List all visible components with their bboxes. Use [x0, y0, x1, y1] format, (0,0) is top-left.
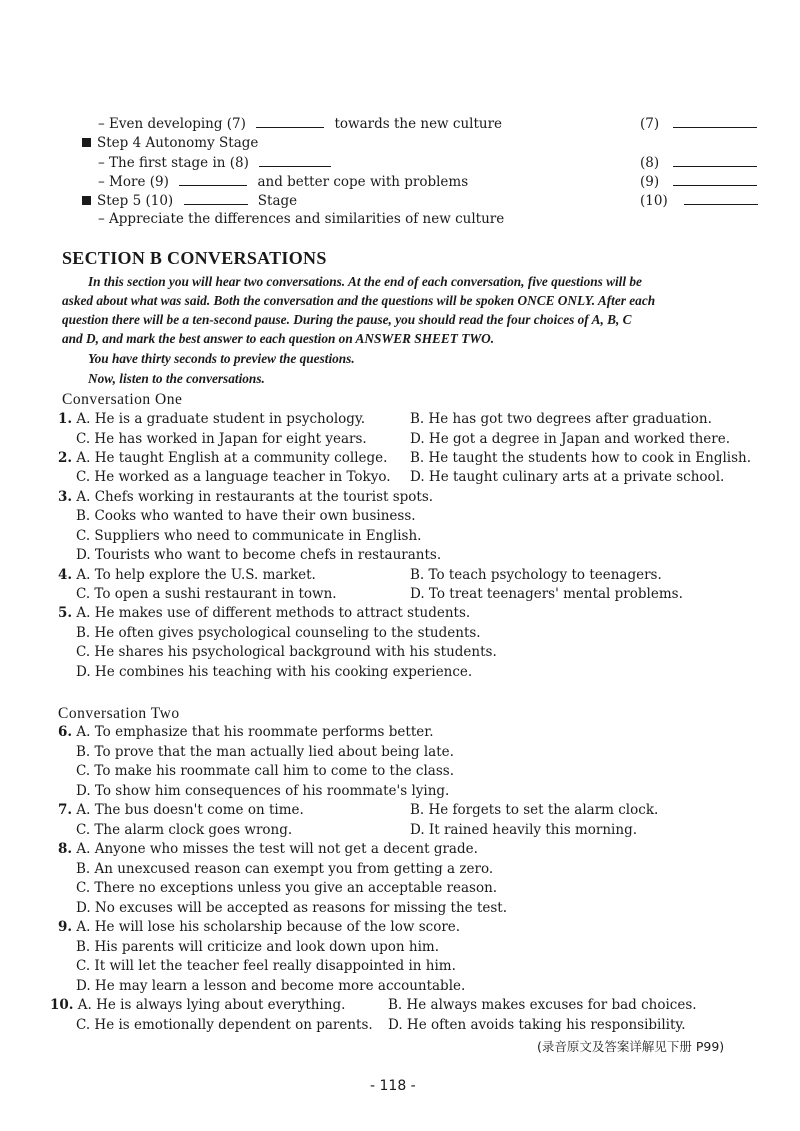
option-d: D. He combines his teaching with his cooking experience.	[76, 664, 473, 680]
option-b: B. He always makes excuses for bad choices.	[388, 997, 697, 1013]
question-4	[58, 566, 316, 585]
answer-reference-note: (录音原文及答案详解见下册 P99)	[537, 1039, 725, 1054]
question-number: 1.	[58, 411, 73, 427]
question-number: 6.	[58, 724, 73, 740]
option-b: B. He taught the students how to cook in English.	[410, 450, 752, 466]
answer-blank-10	[684, 191, 758, 205]
square-bullet-icon	[82, 196, 91, 205]
option-d: D. To treat teenagers' mental problems.	[410, 586, 683, 602]
option-d: D. He often avoids taking his responsibility.	[388, 1017, 686, 1033]
answer-label-7: (7)	[640, 116, 660, 132]
question-3	[58, 488, 433, 507]
option-c: C. He shares his psychological background with his students.	[76, 644, 497, 660]
question-1	[58, 410, 365, 429]
outline-line-7	[98, 114, 502, 134]
option-c: C. It will let the teacher feel really disappointed in him.	[76, 958, 456, 974]
option-a: A. To emphasize that his roommate performs better.	[76, 724, 434, 740]
outline-line-8	[98, 153, 331, 173]
step-4-text: Step 4 Autonomy Stage	[97, 135, 259, 151]
conversation-one-title: Conversation One	[62, 391, 183, 408]
option-b: B. To teach psychology to teenagers.	[410, 567, 662, 583]
question-8	[58, 840, 478, 859]
option-b: B. Cooks who wanted to have their own business.	[76, 508, 416, 524]
option-a: A. He taught English at a community college.	[76, 450, 388, 466]
option-d: D. He got a degree in Japan and worked there.	[410, 431, 730, 447]
instructions-line-1: In this section you will hear two conversations. At the end of each conversation, five questions will be	[88, 274, 642, 289]
instructions-line-5: You have thirty seconds to preview the questions.	[88, 351, 355, 366]
blank-10	[184, 191, 248, 205]
answer-slot-7	[640, 114, 757, 134]
step-5	[82, 191, 297, 211]
option-c: C. To make his roommate call him to come to the class.	[76, 763, 454, 779]
step-5-text: Step 5 (10)	[97, 193, 174, 209]
instructions-line-6: Now, listen to the conversations.	[88, 371, 265, 386]
option-d: D. To show him consequences of his roommate's lying.	[76, 783, 450, 799]
option-a: A. The bus doesn't come on time.	[76, 802, 304, 818]
blank-9	[179, 172, 247, 186]
answer-label-9: (9)	[640, 174, 660, 190]
question-10	[50, 996, 345, 1015]
question-number: 3.	[58, 489, 73, 505]
outline-line-7-tail: towards the new culture	[334, 116, 503, 132]
question-number: 5.	[58, 605, 73, 621]
conversation-two-title: Conversation Two	[58, 705, 180, 722]
question-number: 2.	[58, 450, 73, 466]
instructions-line-4: and D, and mark the best answer to each question on ANSWER SHEET TWO.	[62, 331, 495, 346]
question-2	[58, 449, 387, 468]
question-number: 9.	[58, 919, 73, 935]
step-4	[82, 134, 258, 153]
question-number: 8.	[58, 841, 73, 857]
page-number: - 118 -	[370, 1078, 416, 1094]
outline-line-9	[98, 172, 468, 192]
section-title: SECTION B CONVERSATIONS	[62, 248, 327, 268]
option-a: A. Anyone who misses the test will not get a decent grade.	[76, 841, 478, 857]
question-9	[58, 918, 460, 937]
answer-blank-7	[673, 114, 757, 128]
option-d: D. Tourists who want to become chefs in restaurants.	[76, 547, 442, 563]
question-6	[58, 723, 434, 742]
instructions-line-3: question there will be a ten-second pause. During the pause, you should read the four choices of A, B, C	[62, 312, 632, 327]
answer-slot-9	[640, 172, 757, 192]
option-d: D. No excuses will be accepted as reasons for missing the test.	[76, 900, 507, 916]
option-c: C. The alarm clock goes wrong.	[76, 822, 293, 838]
option-b: B. He forgets to set the alarm clock.	[410, 802, 659, 818]
option-c: C. Suppliers who need to communicate in English.	[76, 528, 422, 544]
outline-line-8-text: – The first stage in (8)	[98, 155, 249, 171]
option-b: B. To prove that the man actually lied about being late.	[76, 744, 454, 760]
option-b: B. He often gives psychological counseling to the students.	[76, 625, 481, 641]
option-a: A. He is a graduate student in psychology.	[76, 411, 366, 427]
instructions-line-2: asked about what was said. Both the conversation and the questions will be spoken ONCE ONLY. After each	[62, 293, 656, 308]
outline-line-last: – Appreciate the differences and similarities of new culture	[98, 211, 505, 227]
option-d: D. He may learn a lesson and become more accountable.	[76, 978, 466, 994]
outline-line-9-tail: and better cope with problems	[257, 174, 469, 190]
answer-blank-9	[673, 172, 757, 186]
option-a: A. He makes use of different methods to attract students.	[76, 605, 471, 621]
option-a: A. He is always lying about everything.	[77, 997, 346, 1013]
outline-line-7-text: – Even developing (7)	[98, 116, 246, 132]
question-7	[58, 801, 304, 820]
option-b: B. An unexcused reason can exempt you from getting a zero.	[76, 861, 494, 877]
option-c: C. He worked as a language teacher in Tokyo.	[76, 469, 391, 485]
blank-8	[259, 153, 331, 167]
option-d: D. It rained heavily this morning.	[410, 822, 638, 838]
blank-7	[256, 114, 324, 128]
option-a: A. To help explore the U.S. market.	[76, 567, 316, 583]
question-number: 10.	[50, 997, 74, 1013]
option-c: C. To open a sushi restaurant in town.	[76, 586, 337, 602]
question-number: 4.	[58, 567, 73, 583]
answer-label-8: (8)	[640, 155, 660, 171]
option-b: B. His parents will criticize and look down upon him.	[76, 939, 440, 955]
option-d: D. He taught culinary arts at a private school.	[410, 469, 725, 485]
question-number: 7.	[58, 802, 73, 818]
option-c: C. He has worked in Japan for eight years.	[76, 431, 367, 447]
answer-slot-10	[640, 191, 758, 211]
square-bullet-icon	[82, 138, 91, 147]
option-c: C. There no exceptions unless you give an acceptable reason.	[76, 880, 498, 896]
option-a: A. He will lose his scholarship because of the low score.	[76, 919, 461, 935]
option-c: C. He is emotionally dependent on parents.	[76, 1017, 373, 1033]
step-5-tail: Stage	[257, 193, 298, 209]
answer-slot-8	[640, 153, 757, 173]
answer-label-10: (10)	[640, 193, 668, 209]
outline-line-9-text: – More (9)	[98, 174, 169, 190]
option-a: A. Chefs working in restaurants at the tourist spots.	[76, 489, 434, 505]
answer-blank-8	[673, 153, 757, 167]
question-5	[58, 604, 470, 623]
option-b: B. He has got two degrees after graduation.	[410, 411, 712, 427]
